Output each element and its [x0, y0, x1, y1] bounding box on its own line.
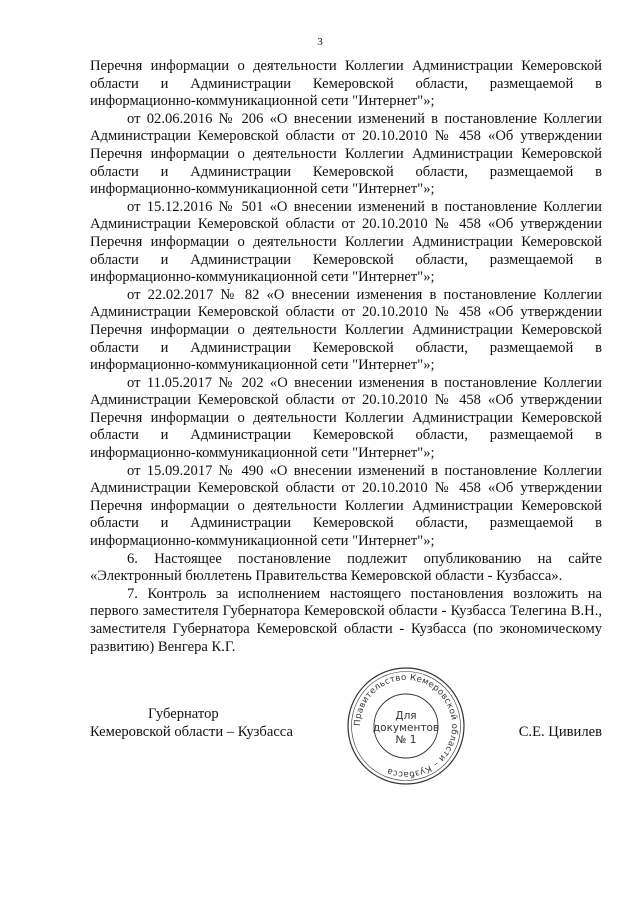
paragraph: Перечня информации о деятельности Коллегии Администрации Кемеровской области и Администрации Кемеровской области, размещаемой в информационно-коммуникационной сети "Интернет"»;: [90, 58, 602, 110]
signer-position: Губернатор: [148, 706, 219, 722]
paragraph: от 22.02.2017 № 82 «О внесении изменения в постановление Коллегии Администрации Кемеровской области от 20.10.2010 № 458 «Об утверждении Перечня информации о деятельности Коллегии Администрации Кемеровской области и Администрации Кемеровской области, размещаемой в информационно-коммуникационной сети "Интернет"»;: [90, 286, 602, 374]
stamp-ring-text: Правительство Кемеровской области – Кузбасса: [352, 672, 460, 780]
signer-name: С.Е. Цивилев: [518, 723, 602, 740]
official-stamp: [345, 665, 467, 787]
page-number: 3: [317, 36, 323, 48]
paragraph: 6. Настоящее постановление подлежит опубликованию на сайте «Электронный бюллетень Правительства Кемеровской области - Кузбасса».: [90, 550, 602, 585]
signer-region: Кемеровской области – Кузбасса: [90, 723, 293, 740]
paragraph: от 15.09.2017 № 490 «О внесении изменений в постановление Коллегии Администрации Кемеровской области от 20.10.2010 № 458 «Об утверждении Перечня информации о деятельности Коллегии Администрации Кемеровской области и Администрации Кемеровской области, размещаемой в информационно-коммуникационной сети "Интернет"»;: [90, 462, 602, 550]
paragraph: от 15.12.2016 № 501 «О внесении изменений в постановление Коллегии Администрации Кемеровской области от 20.10.2010 № 458 «Об утверждении Перечня информации о деятельности Коллегии Администрации Кемеровской области и Администрации Кемеровской области, размещаемой в информационно-коммуникационной сети "Интернет"»;: [90, 198, 602, 286]
stamp-graphic: [345, 665, 467, 787]
stamp-center-line-1: Для: [395, 710, 417, 722]
paragraph: 7. Контроль за исполнением настоящего постановления возложить на первого заместителя Губернатора Кемеровской области - Кузбасса Телегина В.Н., заместителя Губернатора Кемеровской области - Кузбасса (по экономическому развитию) Венгера К.Г.: [90, 585, 602, 655]
document-body: [90, 58, 602, 656]
stamp-center-line-2: документов: [372, 722, 440, 734]
paragraph: от 11.05.2017 № 202 «О внесении изменения в постановление Коллегии Администрации Кемеровской области от 20.10.2010 № 458 «Об утверждении Перечня информации о деятельности Коллегии Администрации Кемеровской области и Администрации Кемеровской области, размещаемой в информационно-коммуникационной сети "Интернет"»;: [90, 374, 602, 462]
stamp-center-line-3: № 1: [395, 734, 417, 746]
paragraph: от 02.06.2016 № 206 «О внесении изменений в постановление Коллегии Администрации Кемеровской области от 20.10.2010 № 458 «Об утверждении Перечня информации о деятельности Коллегии Администрации Кемеровской области и Администрации Кемеровской области, размещаемой в информационно-коммуникационной сети "Интернет"»;: [90, 110, 602, 198]
signature-block: [90, 672, 602, 826]
